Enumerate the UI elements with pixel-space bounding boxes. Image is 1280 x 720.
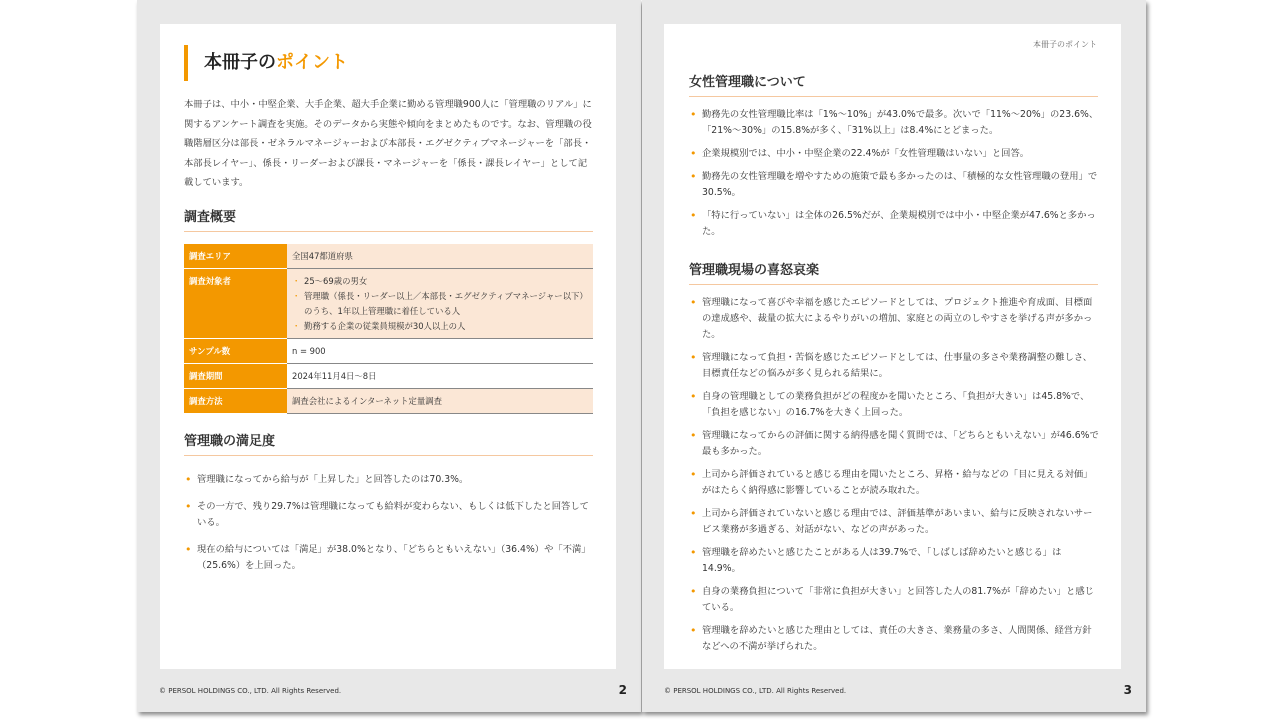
list-item: • 自身の管理職としての業務負担がどの程度かを聞いたところ、「負担が大きい」は45.8%で、「負担を感じない」の16.7%を大きく上回った。: [689, 389, 1099, 421]
list-item: • 勤務先の女性管理職を増やすための施策で最も多かったのは、「積極的な女性管理職の登用」で30.5%。: [689, 169, 1099, 201]
list-item: • 管理職になって負担・苦悩を感じたエピソードとしては、仕事量の多さや業務調整の難しさ、目標責任などの悩みが多く見られる結果に。: [689, 350, 1099, 382]
satisfaction-list: [184, 472, 594, 585]
table-key: 調査エリア: [184, 244, 287, 269]
page-title-main: 本冊子の: [204, 52, 276, 73]
satisfaction-heading: 管理職の満足度: [184, 430, 593, 456]
table-value: 全国47都道府県: [287, 244, 593, 269]
table-key: サンプル数: [184, 339, 287, 364]
survey-overview-heading: 調査概要: [184, 206, 593, 232]
intro-paragraph: 本冊子は、中小・中堅企業、大手企業、超大手企業に勤める管理職900人に「管理職のリアル」に関するアンケート調査を実施。そのデータから実態や傾向をまとめたものです。なお、管理職の役職階層区分は部長・ゼネラルマネージャーおよび本部長・エグゼクティブマネージャーを「部長・本部長レイヤー」、係長・リーダーおよび課長・マネージャーを「係長・課長レイヤー」として記載しています。: [184, 99, 592, 188]
table-key: 調査期間: [184, 364, 287, 389]
list-item: • 管理職を辞めたいと感じた理由としては、責任の大きさ、業務量の多さ、人間関係、経営方針などへの不満が挙げられた。: [689, 623, 1099, 655]
list-item: ・ 25〜69歳の男女: [292, 274, 588, 289]
list-item: • 管理職になってから給与が「上昇した」と回答したのは70.3%。: [184, 472, 594, 488]
list-item: • 管理職になって喜びや幸福を感じたエピソードとしては、プロジェクト推進や育成面、目標面の達成感や、裁量の拡大によるやりがいの増加、家庭との両立のしやすさを挙げる声が多かった。: [689, 295, 1099, 343]
survey-overview-table: [184, 244, 593, 414]
table-row: [184, 269, 593, 339]
list-item: • 勤務先の女性管理職比率は「1%〜10%」が43.0%で最多。次いで「11%〜20%」の23.6%、「21%〜30%」の15.8%が多く、「31%以上」は8.4%にとどまった。: [689, 107, 1099, 139]
right-page-sheet: [642, 0, 1146, 712]
emotions-heading: 管理職現場の喜怒哀楽: [689, 259, 1098, 285]
copyright-footer: © PERSOL HOLDINGS CO., LTD. All Rights Reserved.: [159, 687, 342, 695]
list-item: • 上司から評価されていると感じる理由を聞いたところ、昇格・給与などの「目に見える対価」がはたらく納得感に影響していることが読み取れた。: [689, 467, 1099, 499]
list-item: ・ 勤務する企業の従業員規模が30人以上の人: [292, 319, 588, 334]
page-title-accent: ポイント: [276, 52, 348, 73]
list-item: • 「特に行っていない」は全体の26.5%だが、企業規模別では中小・中堅企業が47.6%と多かった。: [689, 208, 1099, 240]
list-item: • 自身の業務負担について「非常に負担が大きい」と回答した人の81.7%が「辞めたい」と感じている。: [689, 584, 1099, 616]
female-managers-heading: 女性管理職について: [689, 71, 1098, 97]
female-managers-list: [689, 107, 1099, 247]
copyright-footer: © PERSOL HOLDINGS CO., LTD. All Rights Reserved.: [664, 687, 847, 695]
left-page: [160, 24, 616, 669]
list-item: • 管理職になってからの評価に関する納得感を聞く質問では、「どちらともいえない」が46.6%で最も多かった。: [689, 428, 1099, 460]
table-row: [184, 364, 593, 389]
table-row: [184, 244, 593, 269]
page-title: [184, 45, 348, 81]
emotions-list: [689, 295, 1099, 662]
table-row: [184, 339, 593, 364]
list-item: • 管理職を辞めたいと感じたことがある人は39.7%で、「しばしば辞めたいと感じる」は14.9%。: [689, 545, 1099, 577]
list-item: • 現在の給与については「満足」が38.0%となり、「どちらともいえない」（36.4%）や「不満」（25.6%）を上回った。: [184, 542, 594, 574]
page-number: 2: [618, 683, 627, 697]
list-item: ・ 管理職（係長・リーダー以上／本部長・エグゼクティブマネージャー以下）のうち、1年以上管理職に着任している人: [292, 289, 588, 319]
right-page: [664, 24, 1121, 669]
table-value: 2024年11月4日〜8日: [287, 364, 593, 389]
left-page-sheet: [137, 0, 641, 712]
table-value: 調査会社によるインターネット定量調査: [287, 389, 593, 414]
running-header: 本冊子のポイント: [1033, 40, 1097, 49]
page-number: 3: [1123, 683, 1132, 697]
table-key: 調査対象者: [184, 269, 287, 339]
table-row: [184, 389, 593, 414]
table-key: 調査方法: [184, 389, 287, 414]
list-item: • 上司から評価されていないと感じる理由では、評価基準があいまい、給与に反映されないサービス業務が多過ぎる、対話がない、などの声があった。: [689, 506, 1099, 538]
table-value: n = 900: [287, 339, 593, 364]
list-item: • その一方で、残り29.7%は管理職になっても給料が変わらない、もしくは低下したと回答している。: [184, 499, 594, 531]
table-value: [287, 269, 593, 339]
target-list: [292, 274, 588, 334]
list-item: • 企業規模別では、中小・中堅企業の22.4%が「女性管理職はいない」と回答。: [689, 146, 1099, 162]
